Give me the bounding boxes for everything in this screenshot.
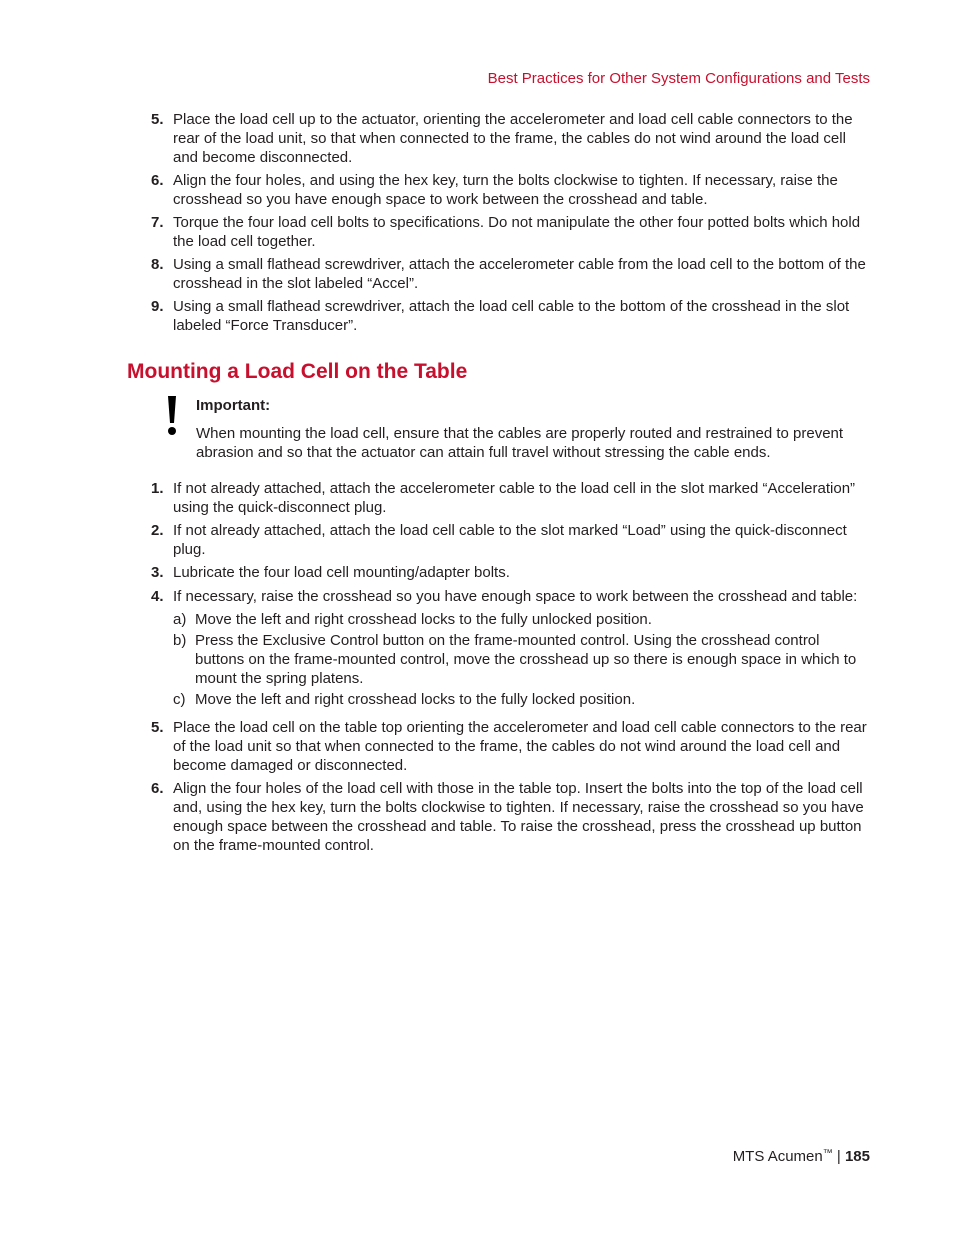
step-text: If not already attached, attach the load cell cable to the slot marked “Load” using the quick-disconnect plug. [173,522,847,558]
list-item [151,521,871,559]
list-item [151,255,871,293]
running-header: Best Practices for Other System Configurations and Tests [487,70,870,87]
step-number: 7. [151,214,164,231]
list-item [151,587,871,606]
step-text: Align the four holes, and using the hex key, turn the bolts clockwise to tighten. If necessary, raise the crosshead so you have enough space to work between the crosshead and table. [173,172,838,208]
list-item [151,779,871,855]
substep-text: Press the Exclusive Control button on the frame-mounted control. Using the crosshead control buttons on the frame-mounted control, move the crosshead up so there is enough space in which to mount the spring platens. [195,632,857,687]
substep-item [173,631,871,688]
step-number: 4. [151,588,164,605]
step-text: Using a small flathead screwdriver, attach the load cell cable to the bottom of the crosshead in the slot labeled “Force Transducer”. [173,298,850,334]
page-footer [733,1148,870,1165]
step-text: If necessary, raise the crosshead so you have enough space to work between the crosshead and table: [173,588,858,605]
step-text: Using a small flathead screwdriver, attach the accelerometer cable from the load cell to the bottom of the crosshead in the slot labeled “Accel”. [173,256,866,292]
step-text: Align the four holes of the load cell with those in the table top. Insert the bolts into the top of the load cell and, using the hex key, turn the bolts clockwise to tighten. If necessary, raise the crosshead so you have enough space between the crosshead and table. To raise the crosshead, press the crosshead up button on the frame-mounted control. [173,780,864,854]
step-text: Torque the four load cell bolts to specifications. Do not manipulate the other four potted bolts which hold the load cell together. [173,214,861,250]
list-item [151,110,871,167]
product-name: MTS Acumen [732,1148,823,1165]
step-number: 2. [151,522,164,539]
list-item [151,563,871,582]
step-number: 5. [151,111,164,128]
list-item [151,171,871,209]
step-text: Lubricate the four load cell mounting/adapter bolts. [173,564,510,581]
list-item [151,479,871,517]
substep-letter: b) [173,632,187,649]
trademark-symbol: ™ [822,1148,833,1159]
step-text: If not already attached, attach the accelerometer cable to the load cell in the slot marked “Acceleration” using the quick-disconnect plug. [173,480,856,516]
step-text: Place the load cell up to the actuator, orienting the accelerometer and load cell cable connectors to the rear of the load unit, so that when connected to the frame, the cables do not wind around the load cell and become disconnected. [173,111,853,166]
substep-letter: c) [173,691,186,708]
step-number: 5. [151,719,164,736]
step-number: 1. [151,480,164,497]
list-item [151,297,871,335]
step-number: 6. [151,172,164,189]
step-number: 6. [151,780,164,797]
step-number: 8. [151,256,164,273]
substep-letter: a) [173,611,187,628]
substep-item [173,690,871,709]
list-item [151,213,871,251]
section-heading: Mounting a Load Cell on the Table [127,360,468,383]
substep-text: Move the left and right crosshead locks to the fully unlocked position. [195,611,652,628]
page-number: 185 [844,1148,870,1165]
important-label: Important: [196,397,271,414]
exclamation-icon [163,395,181,437]
step-number: 9. [151,298,164,315]
list-item [151,718,871,775]
step-number: 3. [151,564,164,581]
step-text: Place the load cell on the table top orienting the accelerometer and load cell cable connectors to the rear of the load unit so that when connected to the frame, the cables do not wind around the load cell and become damaged or disconnected. [173,719,867,774]
substep-text: Move the left and right crosshead locks to the fully locked position. [195,691,636,708]
footer-separator: | [836,1148,841,1165]
important-text: When mounting the load cell, ensure that the cables are properly routed and restrained to prevent abrasion and so that the actuator can attain full travel without stressing the cable ends. [196,425,844,461]
substep-item [173,610,871,629]
